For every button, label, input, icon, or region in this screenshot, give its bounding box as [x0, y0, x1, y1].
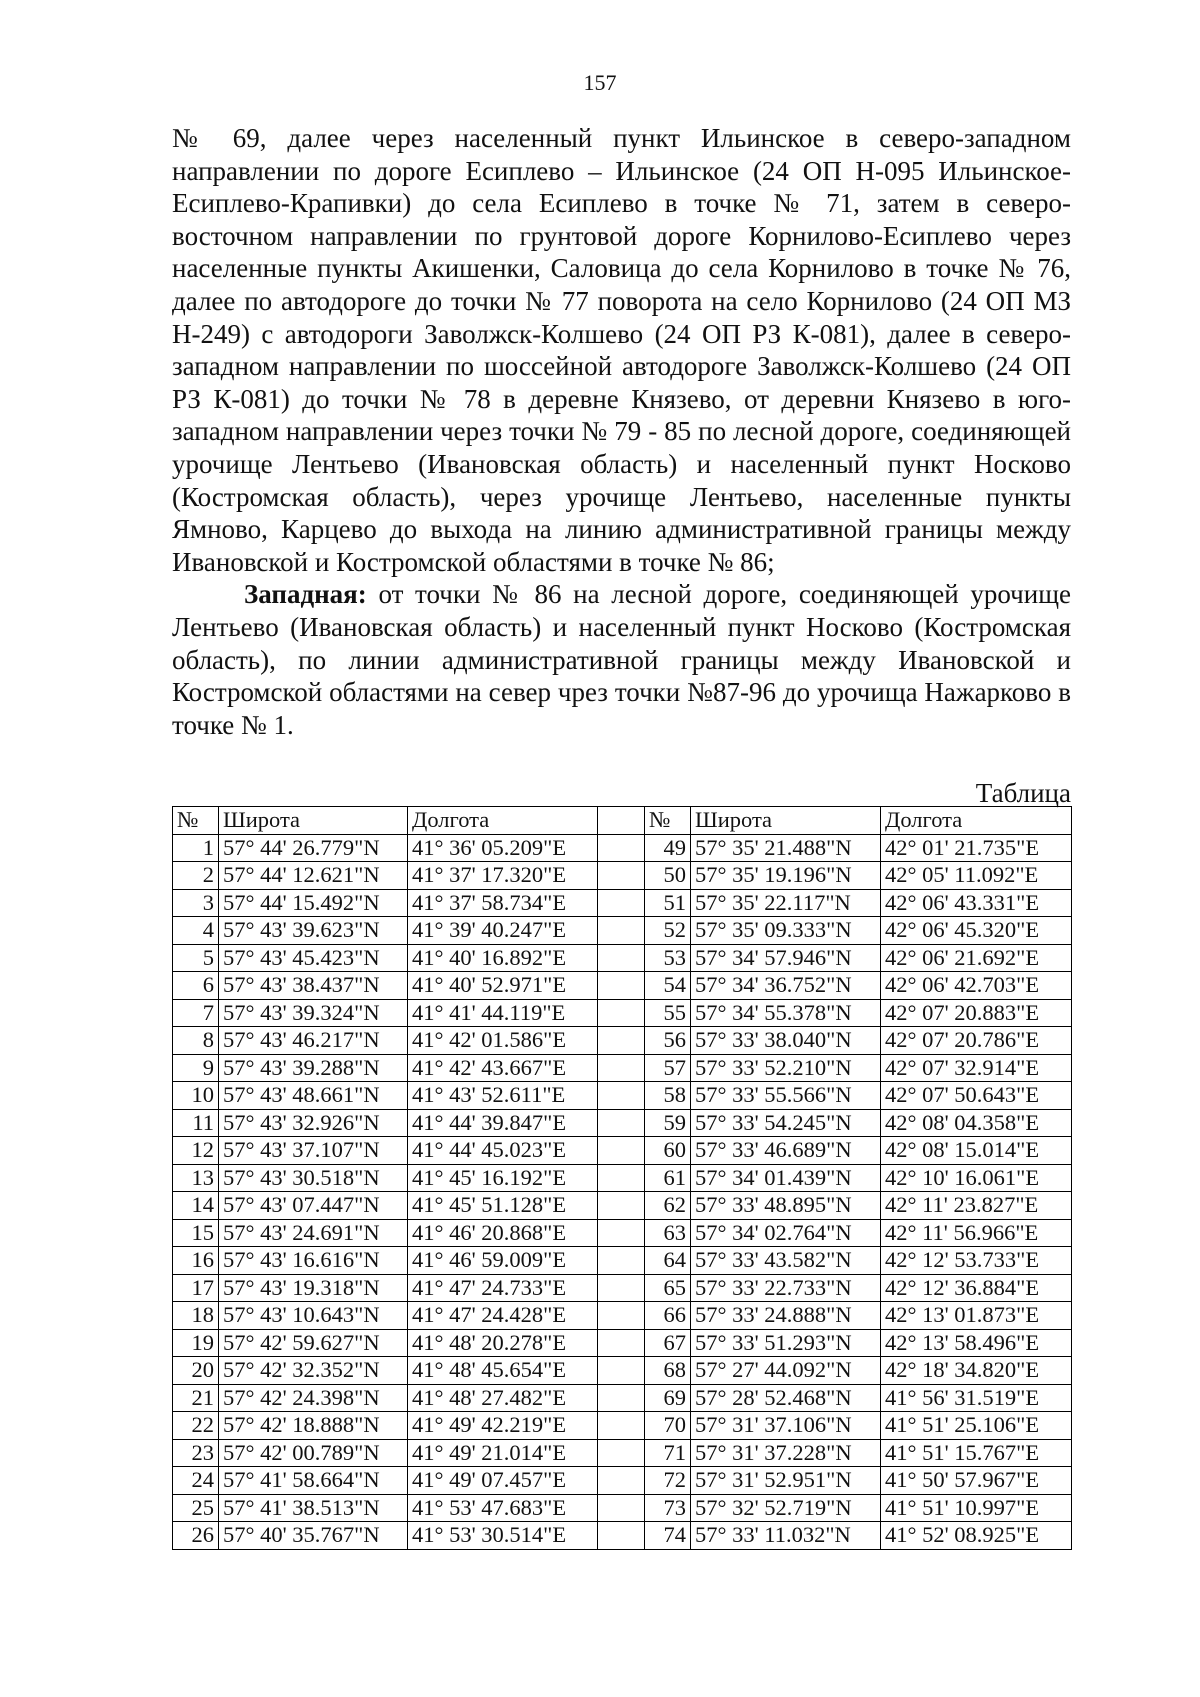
latitude-left: 57° 44' 15.492"N [219, 889, 408, 917]
table-row [173, 1467, 1072, 1495]
longitude-left: 41° 43' 52.611"E [408, 1082, 598, 1110]
longitude-left: 41° 53' 30.514"E [408, 1522, 598, 1550]
table-row [173, 1329, 1072, 1357]
spacer-cell [598, 917, 645, 945]
page-number: 157 [583, 70, 617, 95]
latitude-left: 57° 43' 19.318"N [219, 1274, 408, 1302]
longitude-right: 41° 50' 57.967"E [881, 1467, 1072, 1495]
longitude-right: 41° 51' 15.767"E [881, 1439, 1072, 1467]
longitude-right: 42° 08' 04.358"E [881, 1109, 1072, 1137]
table-row [173, 1082, 1072, 1110]
longitude-right: 41° 51' 25.106"E [881, 1412, 1072, 1440]
point-number-right: 65 [645, 1274, 691, 1302]
longitude-right: 42° 18' 34.820"E [881, 1357, 1072, 1385]
latitude-left: 57° 43' 38.437"N [219, 972, 408, 1000]
point-number-right: 51 [645, 889, 691, 917]
table-row [173, 1412, 1072, 1440]
point-number-right: 61 [645, 1164, 691, 1192]
latitude-left: 57° 41' 38.513"N [219, 1494, 408, 1522]
point-number-right: 50 [645, 862, 691, 890]
latitude-left: 57° 40' 35.767"N [219, 1522, 408, 1550]
table-row [173, 1357, 1072, 1385]
latitude-right: 57° 34' 02.764"N [691, 1219, 881, 1247]
table-row [173, 1164, 1072, 1192]
longitude-right: 42° 05' 11.092"E [881, 862, 1072, 890]
spacer-cell [598, 1137, 645, 1165]
latitude-left: 57° 43' 32.926"N [219, 1109, 408, 1137]
longitude-left: 41° 41' 44.119"E [408, 999, 598, 1027]
latitude-left: 57° 43' 24.691"N [219, 1219, 408, 1247]
longitude-right: 42° 12' 36.884"E [881, 1274, 1072, 1302]
point-number-left: 16 [173, 1247, 219, 1275]
longitude-right: 42° 07' 32.914"E [881, 1054, 1072, 1082]
point-number-left: 2 [173, 862, 219, 890]
spacer-cell [598, 889, 645, 917]
longitude-right: 41° 56' 31.519"E [881, 1384, 1072, 1412]
longitude-left: 41° 42' 01.586"E [408, 1027, 598, 1055]
point-number-left: 4 [173, 917, 219, 945]
point-number-right: 64 [645, 1247, 691, 1275]
table-row [173, 1137, 1072, 1165]
point-number-right: 62 [645, 1192, 691, 1220]
latitude-right: 57° 31' 37.106"N [691, 1412, 881, 1440]
latitude-left: 57° 43' 39.623"N [219, 917, 408, 945]
point-number-right: 71 [645, 1439, 691, 1467]
point-number-left: 22 [173, 1412, 219, 1440]
point-number-left: 24 [173, 1467, 219, 1495]
point-number-right: 74 [645, 1522, 691, 1550]
point-number-right: 57 [645, 1054, 691, 1082]
point-number-right: 56 [645, 1027, 691, 1055]
spacer-cell [598, 1192, 645, 1220]
header-number-right: № [645, 807, 691, 835]
spacer-cell [598, 1384, 645, 1412]
latitude-right: 57° 35' 19.196"N [691, 862, 881, 890]
longitude-left: 41° 44' 45.023"E [408, 1137, 598, 1165]
point-number-left: 15 [173, 1219, 219, 1247]
spacer-cell [598, 1274, 645, 1302]
longitude-left: 41° 39' 40.247"E [408, 917, 598, 945]
table-row [173, 917, 1072, 945]
latitude-right: 57° 35' 09.333"N [691, 917, 881, 945]
latitude-left: 57° 43' 48.661"N [219, 1082, 408, 1110]
latitude-right: 57° 34' 57.946"N [691, 944, 881, 972]
longitude-right: 42° 06' 45.320"E [881, 917, 1072, 945]
spacer-cell [598, 1467, 645, 1495]
paragraph-western [172, 578, 1071, 741]
longitude-left: 41° 40' 52.971"E [408, 972, 598, 1000]
latitude-right: 57° 33' 48.895"N [691, 1192, 881, 1220]
latitude-left: 57° 41' 58.664"N [219, 1467, 408, 1495]
point-number-left: 26 [173, 1522, 219, 1550]
spacer-cell [598, 1219, 645, 1247]
table-row [173, 1494, 1072, 1522]
table-row [173, 1247, 1072, 1275]
point-number-right: 58 [645, 1082, 691, 1110]
longitude-right: 42° 07' 20.786"E [881, 1027, 1072, 1055]
spacer-cell [598, 1357, 645, 1385]
table-row [173, 972, 1072, 1000]
latitude-left: 57° 43' 46.217"N [219, 1027, 408, 1055]
longitude-left: 41° 47' 24.733"E [408, 1274, 598, 1302]
latitude-left: 57° 44' 26.779"N [219, 834, 408, 862]
spacer-cell [598, 944, 645, 972]
longitude-right: 42° 13' 58.496"E [881, 1329, 1072, 1357]
table-row [173, 1054, 1072, 1082]
point-number-left: 10 [173, 1082, 219, 1110]
latitude-right: 57° 35' 22.117"N [691, 889, 881, 917]
longitude-right: 42° 07' 20.883"E [881, 999, 1072, 1027]
point-number-left: 21 [173, 1384, 219, 1412]
point-number-right: 53 [645, 944, 691, 972]
latitude-right: 57° 35' 21.488"N [691, 834, 881, 862]
latitude-right: 57° 33' 11.032"N [691, 1522, 881, 1550]
latitude-left: 57° 42' 18.888"N [219, 1412, 408, 1440]
paragraph-eastern-continued: № 69, далее через населенный пункт Ильинское в северо-западном направлении по дороге Есиплево – Ильинское (24 ОП Н-095 Ильинское-Есиплево-Крапивки) до села Есиплево в точке № 71, затем в северо-восточном направлении по грунтовой дороге Корнилово-Есиплево через населенные пункты Акишенки, Саловица до села Корнилово в точке № 76, далее по автодороге до точки № 77 поворота на село Корнилово (24 ОП МЗ Н-249) с автодороги Заволжск-Колшево (24 ОП РЗ К-081), далее в северо-западном направлении по шоссейной автодороге Заволжск-Колшево (24 ОП РЗ К-081) до точки № 78 в деревне Князево, от деревни Князево в юго-западном направлении через точки № 79 - 85 по лесной дороге, соединяющей урочище Лентьево (Ивановская область) и населенный пункт Носково (Костромская область), через урочище Лентьево, населенные пункты Ямново, Карцево до выхода на линию административной границы между Ивановской и Костромской областями в точке № 86; [172, 123, 1071, 577]
point-number-right: 60 [645, 1137, 691, 1165]
longitude-left: 41° 48' 20.278"E [408, 1329, 598, 1357]
point-number-left: 1 [173, 834, 219, 862]
point-number-left: 23 [173, 1439, 219, 1467]
point-number-left: 9 [173, 1054, 219, 1082]
point-number-left: 7 [173, 999, 219, 1027]
western-text: от точки № 86 на лесной дороге, соединяющей урочище Лентьево (Ивановская область) и населенный пункт Носково (Костромская область), по линии административной границы между Ивановской и Костромской областями на север чрез точки №87-96 до урочища Нажарково в точке № 1. [172, 579, 1071, 740]
longitude-left: 41° 46' 59.009"E [408, 1247, 598, 1275]
latitude-right: 57° 31' 52.951"N [691, 1467, 881, 1495]
point-number-right: 72 [645, 1467, 691, 1495]
table-row [173, 1384, 1072, 1412]
longitude-right: 42° 11' 56.966"E [881, 1219, 1072, 1247]
longitude-right: 42° 13' 01.873"E [881, 1302, 1072, 1330]
point-number-left: 18 [173, 1302, 219, 1330]
point-number-left: 25 [173, 1494, 219, 1522]
longitude-right: 42° 10' 16.061"E [881, 1164, 1072, 1192]
spacer-cell [598, 1082, 645, 1110]
latitude-right: 57° 34' 36.752"N [691, 972, 881, 1000]
latitude-right: 57° 33' 22.733"N [691, 1274, 881, 1302]
longitude-right: 42° 07' 50.643"E [881, 1082, 1072, 1110]
point-number-left: 3 [173, 889, 219, 917]
table-row [173, 862, 1072, 890]
longitude-left: 41° 45' 16.192"E [408, 1164, 598, 1192]
point-number-left: 17 [173, 1274, 219, 1302]
latitude-left: 57° 42' 32.352"N [219, 1357, 408, 1385]
latitude-left: 57° 43' 39.324"N [219, 999, 408, 1027]
spacer-cell [598, 972, 645, 1000]
spacer-cell [598, 999, 645, 1027]
point-number-right: 49 [645, 834, 691, 862]
header-longitude-left: Долгота [408, 807, 598, 835]
latitude-right: 57° 34' 55.378"N [691, 999, 881, 1027]
latitude-right: 57° 33' 43.582"N [691, 1247, 881, 1275]
spacer-cell [598, 1522, 645, 1550]
point-number-left: 5 [173, 944, 219, 972]
point-number-right: 68 [645, 1357, 691, 1385]
latitude-left: 57° 43' 16.616"N [219, 1247, 408, 1275]
header-latitude-left: Широта [219, 807, 408, 835]
longitude-left: 41° 53' 47.683"E [408, 1494, 598, 1522]
latitude-right: 57° 33' 51.293"N [691, 1329, 881, 1357]
table-row [173, 834, 1072, 862]
latitude-left: 57° 43' 39.288"N [219, 1054, 408, 1082]
latitude-left: 57° 43' 30.518"N [219, 1164, 408, 1192]
longitude-left: 41° 46' 20.868"E [408, 1219, 598, 1247]
spacer-cell [598, 1302, 645, 1330]
longitude-right: 42° 01' 21.735"E [881, 834, 1072, 862]
table-row [173, 999, 1072, 1027]
table-row [173, 889, 1072, 917]
longitude-right: 42° 11' 23.827"E [881, 1192, 1072, 1220]
point-number-right: 73 [645, 1494, 691, 1522]
table-row [173, 1109, 1072, 1137]
header-number-left: № [173, 807, 219, 835]
point-number-right: 55 [645, 999, 691, 1027]
latitude-left: 57° 44' 12.621"N [219, 862, 408, 890]
latitude-left: 57° 42' 59.627"N [219, 1329, 408, 1357]
spacer-cell [598, 1329, 645, 1357]
longitude-left: 41° 37' 58.734"E [408, 889, 598, 917]
latitude-right: 57° 31' 37.228"N [691, 1439, 881, 1467]
table-row [173, 1522, 1072, 1550]
longitude-right: 41° 52' 08.925"E [881, 1522, 1072, 1550]
latitude-right: 57° 32' 52.719"N [691, 1494, 881, 1522]
point-number-left: 13 [173, 1164, 219, 1192]
point-number-left: 8 [173, 1027, 219, 1055]
table-row [173, 1274, 1072, 1302]
table-row [173, 1302, 1072, 1330]
longitude-left: 41° 48' 45.654"E [408, 1357, 598, 1385]
spacer-cell [598, 1164, 645, 1192]
table-row [173, 1027, 1072, 1055]
point-number-right: 52 [645, 917, 691, 945]
longitude-right: 42° 06' 43.331"E [881, 889, 1072, 917]
longitude-left: 41° 37' 17.320"E [408, 862, 598, 890]
header-latitude-right: Широта [691, 807, 881, 835]
spacer-cell [598, 1027, 645, 1055]
table-row [173, 1219, 1072, 1247]
point-number-right: 70 [645, 1412, 691, 1440]
latitude-left: 57° 43' 37.107"N [219, 1137, 408, 1165]
longitude-left: 41° 49' 21.014"E [408, 1439, 598, 1467]
point-number-right: 67 [645, 1329, 691, 1357]
latitude-right: 57° 27' 44.092"N [691, 1357, 881, 1385]
spacer-cell [598, 1109, 645, 1137]
latitude-left: 57° 43' 45.423"N [219, 944, 408, 972]
point-number-left: 20 [173, 1357, 219, 1385]
coordinates-table [172, 806, 1072, 1550]
point-number-right: 66 [645, 1302, 691, 1330]
latitude-left: 57° 43' 07.447"N [219, 1192, 408, 1220]
point-number-left: 6 [173, 972, 219, 1000]
latitude-right: 57° 34' 01.439"N [691, 1164, 881, 1192]
point-number-left: 12 [173, 1137, 219, 1165]
longitude-left: 41° 36' 05.209"E [408, 834, 598, 862]
latitude-right: 57° 28' 52.468"N [691, 1384, 881, 1412]
body-text [172, 122, 1071, 741]
longitude-right: 41° 51' 10.997"E [881, 1494, 1072, 1522]
table-caption: Таблица [975, 778, 1071, 808]
longitude-left: 41° 49' 07.457"E [408, 1467, 598, 1495]
table-row [173, 1192, 1072, 1220]
longitude-right: 42° 12' 53.733"E [881, 1247, 1072, 1275]
spacer-cell [598, 1494, 645, 1522]
table-header-row [173, 807, 1072, 835]
longitude-left: 41° 45' 51.128"E [408, 1192, 598, 1220]
latitude-right: 57° 33' 55.566"N [691, 1082, 881, 1110]
longitude-left: 41° 47' 24.428"E [408, 1302, 598, 1330]
western-label: Западная: [244, 579, 367, 610]
spacer-cell [598, 1439, 645, 1467]
header-longitude-right: Долгота [881, 807, 1072, 835]
point-number-left: 19 [173, 1329, 219, 1357]
coordinates-table-body [173, 834, 1072, 1549]
point-number-right: 59 [645, 1109, 691, 1137]
spacer-cell [598, 1247, 645, 1275]
longitude-right: 42° 06' 21.692"E [881, 944, 1072, 972]
spacer-cell [598, 1054, 645, 1082]
point-number-right: 54 [645, 972, 691, 1000]
spacer-cell [598, 1412, 645, 1440]
header-spacer [598, 807, 645, 835]
table-row [173, 944, 1072, 972]
longitude-left: 41° 44' 39.847"E [408, 1109, 598, 1137]
latitude-left: 57° 43' 10.643"N [219, 1302, 408, 1330]
latitude-right: 57° 33' 46.689"N [691, 1137, 881, 1165]
longitude-left: 41° 42' 43.667"E [408, 1054, 598, 1082]
latitude-right: 57° 33' 38.040"N [691, 1027, 881, 1055]
point-number-left: 14 [173, 1192, 219, 1220]
point-number-right: 63 [645, 1219, 691, 1247]
longitude-left: 41° 49' 42.219"E [408, 1412, 598, 1440]
latitude-left: 57° 42' 00.789"N [219, 1439, 408, 1467]
point-number-left: 11 [173, 1109, 219, 1137]
point-number-right: 69 [645, 1384, 691, 1412]
latitude-right: 57° 33' 54.245"N [691, 1109, 881, 1137]
latitude-right: 57° 33' 24.888"N [691, 1302, 881, 1330]
latitude-left: 57° 42' 24.398"N [219, 1384, 408, 1412]
longitude-right: 42° 06' 42.703"E [881, 972, 1072, 1000]
latitude-right: 57° 33' 52.210"N [691, 1054, 881, 1082]
longitude-right: 42° 08' 15.014"E [881, 1137, 1072, 1165]
spacer-cell [598, 862, 645, 890]
longitude-left: 41° 40' 16.892"E [408, 944, 598, 972]
longitude-left: 41° 48' 27.482"E [408, 1384, 598, 1412]
table-row [173, 1439, 1072, 1467]
spacer-cell [598, 834, 645, 862]
